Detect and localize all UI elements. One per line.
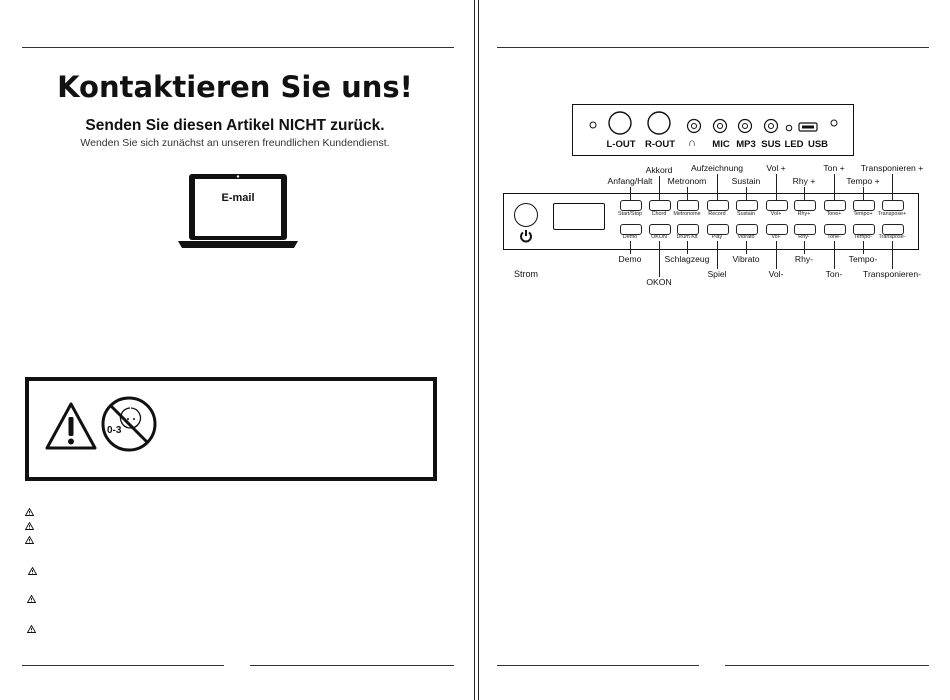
top-row-button-label: Vol+ [770, 211, 782, 217]
volume-knob [514, 203, 538, 227]
age-range-label: 0-3 [107, 425, 122, 436]
callout-leader-line [717, 174, 718, 200]
top-row-button[interactable] [736, 200, 758, 211]
callout-leader-line [804, 241, 805, 254]
footer-rule [725, 665, 929, 666]
caution-icon [25, 531, 34, 549]
top-callout-label: Sustain [731, 176, 761, 186]
callout-leader-line [863, 241, 864, 254]
top-row-button-label: Start/Stop [618, 211, 642, 217]
bottom-row-button-label: Transpose- [878, 234, 906, 240]
bottom-row-button-label: Vibrato [737, 234, 755, 240]
return-warning-text: Senden Sie diesen Artikel NICHT zurück. [85, 117, 385, 134]
top-callout-label: Akkord [645, 165, 673, 175]
top-row-button-label: Record [708, 211, 726, 217]
customer-service-text: Wenden Sie sich zunächst an unseren freundlichen Kundendienst. [80, 137, 390, 149]
top-callout-label: Transponieren + [860, 163, 924, 173]
bottom-row-button-label: Rhy- [798, 234, 810, 240]
caution-icon [28, 562, 37, 580]
top-row-button[interactable] [853, 200, 875, 211]
bottom-callout-label: Ton- [825, 269, 843, 279]
bottom-row-button-label: Play [711, 234, 723, 240]
bottom-callout-label: Schlagzeug [664, 254, 710, 264]
top-row-button[interactable] [707, 200, 729, 211]
top-callout-label: Vol + [766, 163, 786, 173]
jack-label: USB [807, 139, 829, 150]
bottom-callout-label: Vibrato [732, 254, 760, 264]
callout-leader-line [659, 241, 660, 277]
top-row-button[interactable] [794, 200, 816, 211]
headphone-icon: ∩ [688, 137, 696, 149]
top-row-button[interactable] [620, 200, 642, 211]
bottom-row-button-label: Drum Kit [676, 234, 698, 240]
top-callout-label: Ton + [823, 163, 845, 173]
power-label: Strom [514, 269, 539, 279]
header-rule [22, 47, 454, 48]
callout-leader-line [746, 241, 747, 254]
callout-leader-line [776, 241, 777, 269]
bottom-callout-label: Transponieren- [863, 269, 921, 279]
no-children-under-3-icon [101, 395, 157, 458]
jack-label: SUS [761, 139, 781, 150]
top-row-button[interactable] [882, 200, 904, 211]
jack-label: R-OUT [644, 139, 676, 150]
callout-leader-line [630, 241, 631, 254]
top-callout-label: Aufzeichnung [690, 163, 744, 173]
rear-jack-panel [572, 104, 854, 156]
top-row-button[interactable] [824, 200, 846, 211]
footer-rule [22, 665, 224, 666]
age-warning-box [25, 377, 437, 481]
footer-rule [497, 665, 699, 666]
bottom-row-button-label: Tone- [827, 234, 841, 240]
contact-title: Kontaktieren Sie uns! [57, 70, 413, 104]
caution-icon [27, 590, 36, 608]
display-screen [553, 203, 605, 230]
callout-leader-line [687, 187, 688, 200]
top-row-button-label: Tone+ [826, 211, 842, 217]
callout-leader-line [717, 241, 718, 269]
callout-leader-line [892, 174, 893, 200]
caution-icon [27, 620, 36, 638]
header-rule [497, 47, 929, 48]
callout-leader-line [630, 187, 631, 200]
callout-leader-line [863, 187, 864, 200]
warning-triangle-icon [45, 401, 97, 456]
callout-leader-line [746, 187, 747, 200]
bottom-row-button-label: Demo [622, 234, 638, 240]
bottom-callout-label: Vol- [768, 269, 784, 279]
bottom-callout-label: Spiel [707, 269, 727, 279]
top-row-button-label: Tempo+ [853, 211, 873, 217]
page-gutter-line [478, 0, 479, 700]
top-row-button-label: Metronome [673, 211, 701, 217]
jack-label: LED [784, 139, 804, 150]
footer-rule [250, 665, 454, 666]
top-callout-label: Tempo + [846, 176, 880, 186]
top-callout-label: Metronom [667, 176, 707, 186]
page-gutter-line [474, 0, 475, 700]
callout-leader-line [834, 241, 835, 269]
top-row-button-label: Rhy+ [797, 211, 811, 217]
top-callout-label: Rhy + [792, 176, 816, 186]
top-row-button[interactable] [677, 200, 699, 211]
power-icon [519, 229, 533, 248]
top-row-button[interactable] [766, 200, 788, 211]
top-row-button-label: Sustain [737, 211, 755, 217]
bottom-callout-label: Rhy- [794, 254, 814, 264]
top-callout-label: Anfang/Halt [607, 176, 653, 186]
jack-label: MIC [712, 139, 730, 150]
callout-leader-line [687, 241, 688, 254]
laptop-screen-label: E-mail [221, 192, 255, 204]
top-row-button-label: Chord [651, 211, 667, 217]
callout-leader-line [804, 187, 805, 200]
bottom-callout-label: Tempo- [848, 254, 878, 264]
bottom-callout-label: Demo [618, 254, 642, 264]
callout-leader-line [834, 174, 835, 200]
bottom-row-button-label: OKON [651, 234, 667, 240]
callout-leader-line [659, 176, 660, 200]
bottom-row-button-label: Tempo- [854, 234, 872, 240]
jack-label: L-OUT [606, 139, 636, 150]
jack-label: MP3 [736, 139, 756, 150]
callout-leader-line [776, 174, 777, 200]
bottom-callout-label: OKON [646, 277, 672, 287]
top-row-button[interactable] [649, 200, 671, 211]
top-row-button-label: Transpose+ [877, 211, 907, 217]
laptop-email-icon [178, 172, 298, 250]
callout-leader-line [892, 241, 893, 269]
bottom-row-button-label: Vol- [771, 234, 781, 240]
